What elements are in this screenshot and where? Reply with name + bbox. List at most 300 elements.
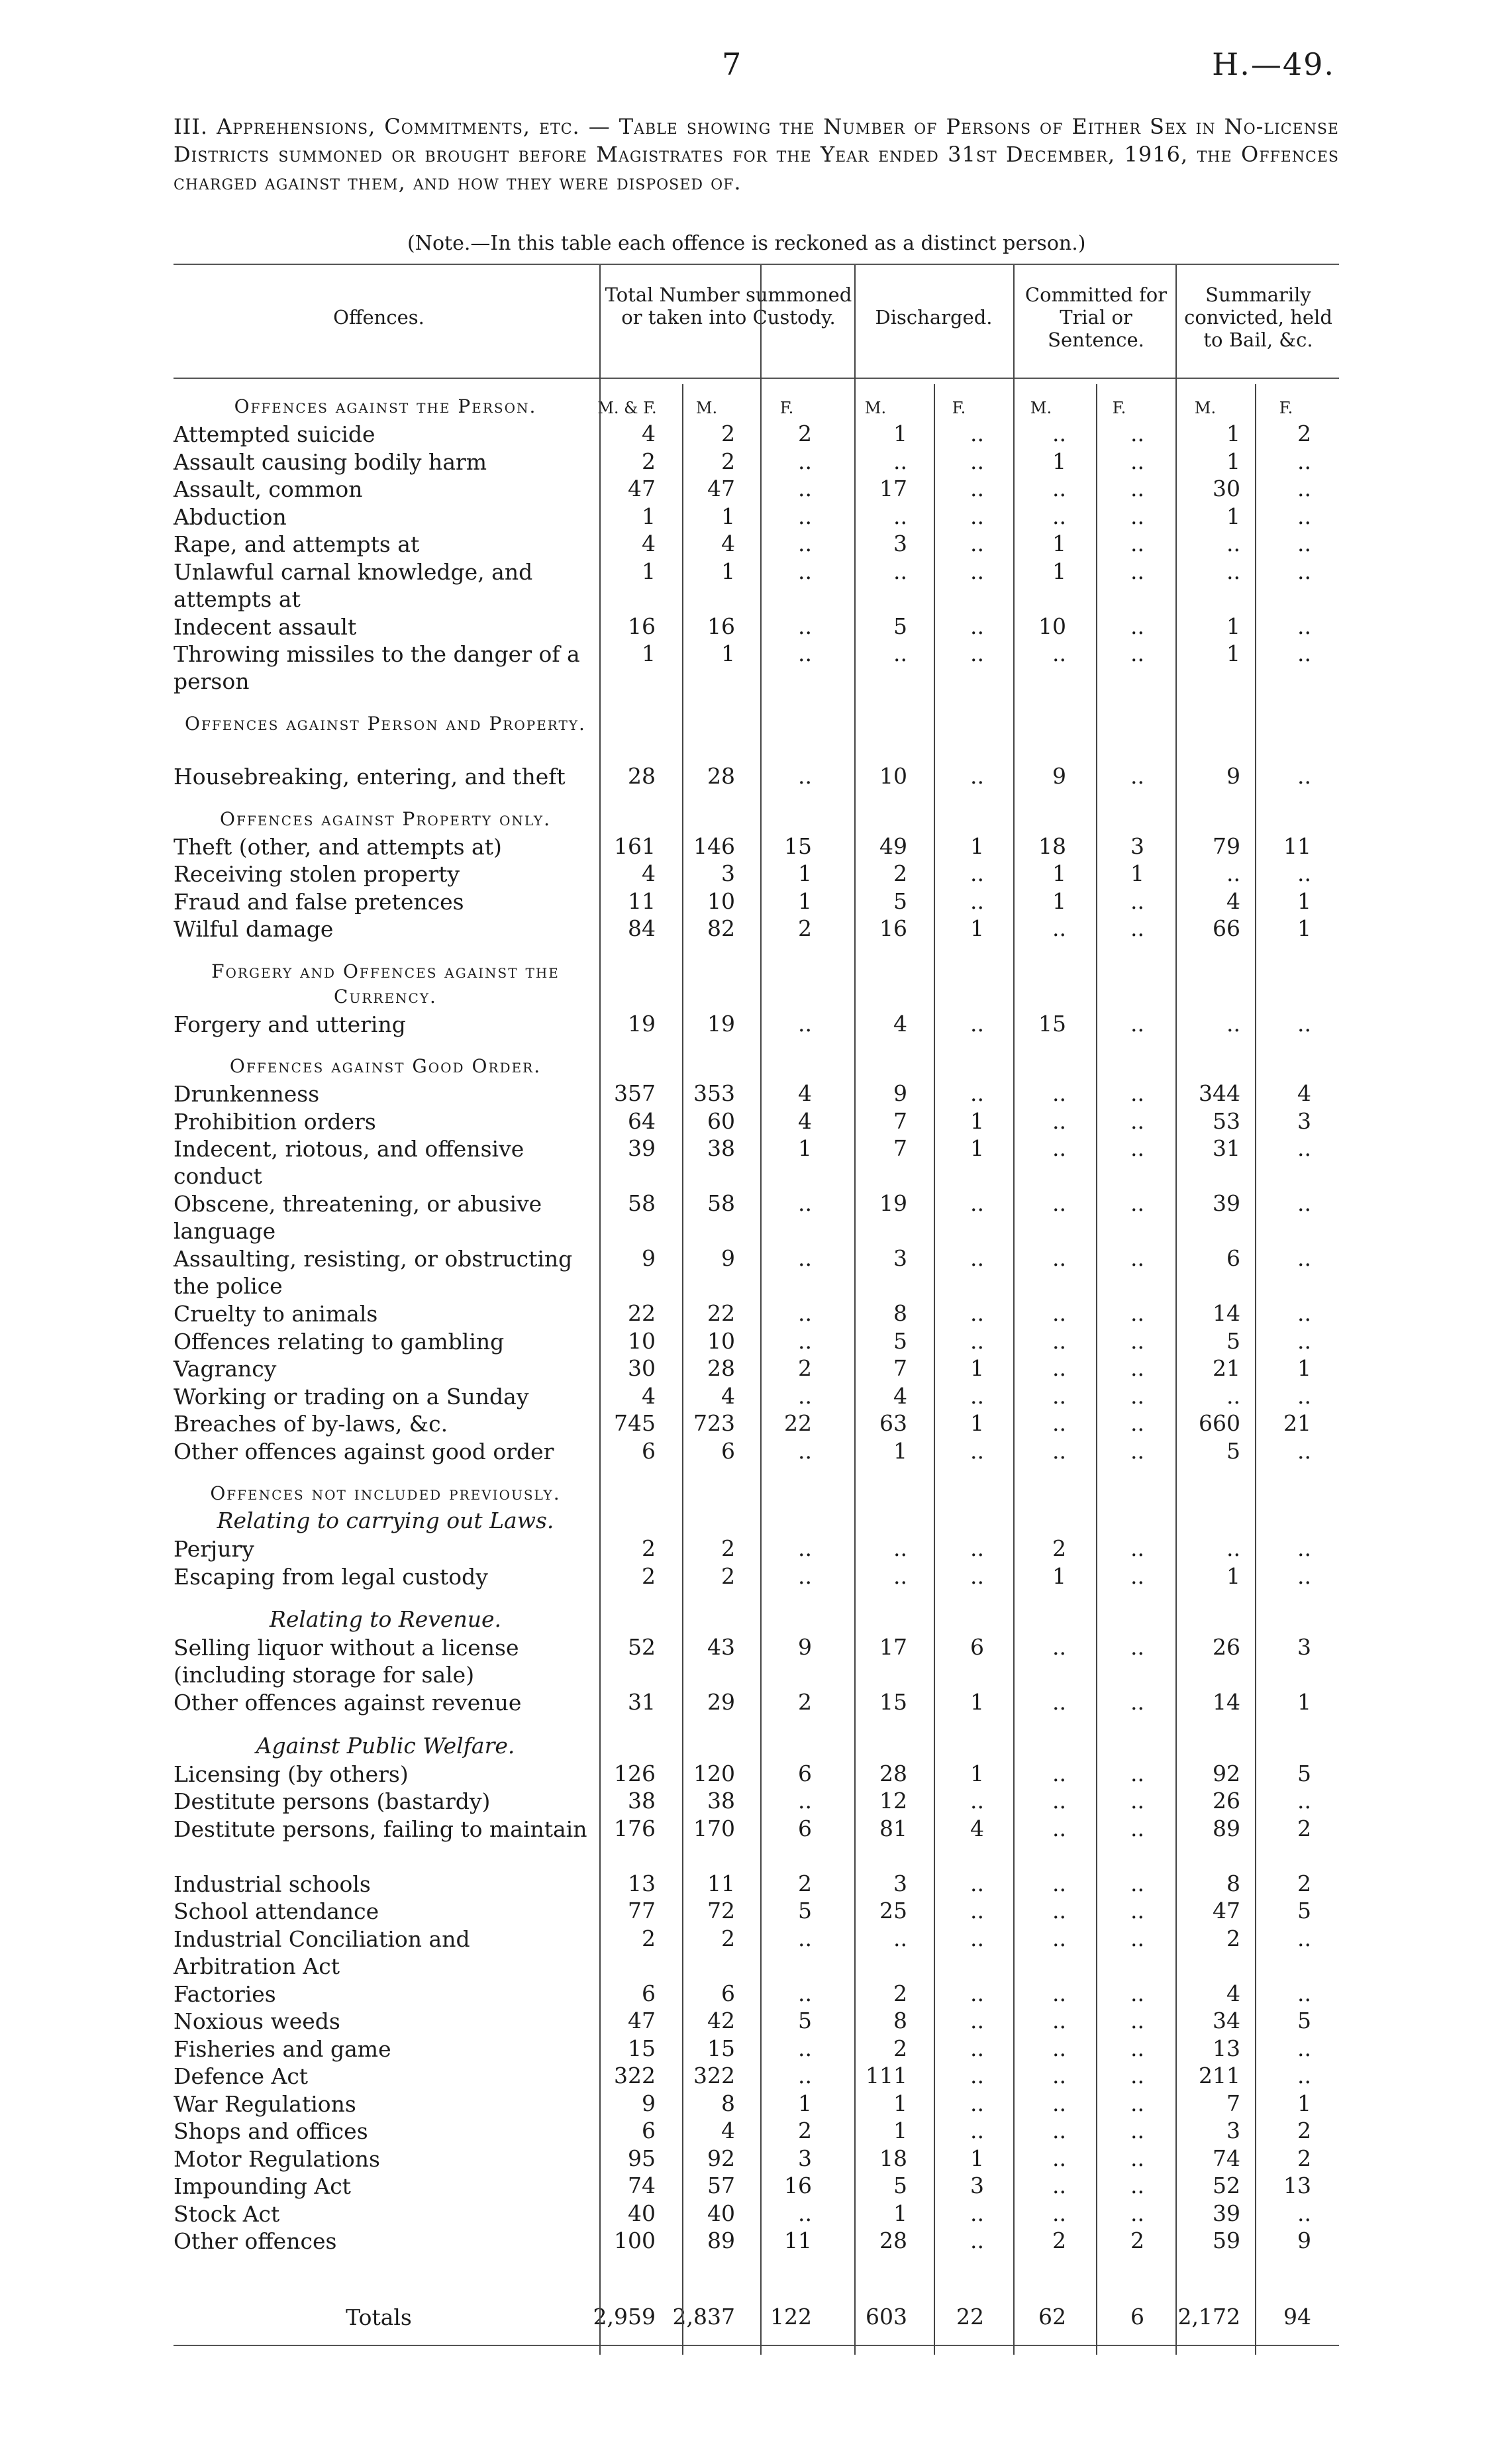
cell-value: ..: [1052, 1437, 1066, 1464]
cell-value: ..: [1052, 2008, 1066, 2033]
cell-value: 17: [879, 476, 907, 501]
cell-value: ..: [1226, 558, 1240, 584]
cell-value: 2: [721, 1925, 735, 1951]
column-divider: [599, 265, 601, 2355]
cell-value: ..: [1052, 1080, 1066, 1106]
cell-value: 31: [1213, 1135, 1240, 1161]
cell-value: 58: [707, 1190, 735, 1216]
cell-value: ..: [1297, 1925, 1311, 1951]
col-subheader: M.: [864, 399, 887, 417]
cell-value: ..: [798, 2035, 812, 2061]
cell-value: 2: [798, 1870, 812, 1896]
cell-value: ..: [1130, 1563, 1144, 1589]
cell-value: ..: [1297, 860, 1311, 886]
cell-value: ..: [1130, 476, 1144, 501]
cell-value: 63: [879, 1410, 907, 1436]
cell-value: 8: [893, 2008, 907, 2033]
cell-value: 21: [1213, 1355, 1240, 1381]
cell-value: ..: [798, 613, 812, 639]
cell-value: ..: [1130, 2090, 1144, 2116]
offence-label: Receiving stolen property: [174, 861, 460, 887]
cell-value: 15: [1038, 1010, 1066, 1037]
cell-value: 21: [1283, 1410, 1311, 1436]
cell-value: 47: [707, 476, 735, 501]
cell-value: 39: [1213, 1190, 1240, 1216]
cell-value: ..: [1130, 1010, 1144, 1037]
cell-value: ..: [1297, 1788, 1311, 1814]
cell-value: 74: [628, 2173, 656, 2198]
cell-value: 211: [1199, 2063, 1240, 2088]
cell-value: 5: [893, 1327, 907, 1354]
cell-value: 12: [879, 1788, 907, 1814]
cell-value: 2: [642, 448, 656, 474]
cell-value: ..: [970, 1190, 984, 1216]
header-top-rule: [174, 264, 1339, 265]
cell-value: 28: [707, 763, 735, 789]
cell-value: 126: [614, 1760, 656, 1786]
offence-label: Motor Regulations: [174, 2145, 380, 2172]
cell-value: 11: [707, 1870, 735, 1896]
cell-value: 6: [1226, 1245, 1240, 1271]
cell-value: ..: [1052, 2200, 1066, 2226]
table-heading: III. Apprehensions, Commitments, etc. — Table showing the Number of Persons of Either Sex in No-license Districts summoned or brought before Magistrates for the Year ended 31st December, 1916, the Offences charged against them, and how they were disposed of.: [174, 114, 1339, 195]
cell-value: 81: [879, 1815, 907, 1841]
cell-value: 9: [1226, 763, 1240, 789]
cell-value: ..: [970, 1080, 984, 1106]
cell-value: 13: [1213, 2035, 1240, 2061]
offence-label: School attendance: [174, 1898, 379, 1924]
subsection-title: Relating to carrying out Laws.: [217, 1508, 554, 1533]
cell-value: 79: [1213, 833, 1240, 859]
offence-label: Abduction: [174, 503, 287, 530]
cell-value: 11: [784, 2228, 812, 2253]
cell-value: 2: [721, 1563, 735, 1589]
offence-label: Other offences against good order: [174, 1438, 554, 1464]
col-subheader: F.: [952, 399, 966, 417]
cell-value: ..: [1130, 763, 1144, 789]
cell-value: ..: [1297, 1245, 1311, 1271]
cell-value: 16: [707, 613, 735, 639]
cell-value: ..: [798, 531, 812, 556]
cell-value: 25: [879, 1898, 907, 1924]
totals-rule: [174, 2345, 1339, 2346]
cell-value: 161: [614, 833, 656, 859]
cell-value: ..: [1297, 2063, 1311, 2088]
cell-value: 5: [893, 2173, 907, 2198]
cell-value: ..: [1226, 860, 1240, 886]
cell-value: ..: [1297, 763, 1311, 789]
cell-value: ..: [798, 1300, 812, 1326]
cell-value: 4: [893, 1010, 907, 1037]
cell-value: ..: [798, 1980, 812, 2006]
cell-value: 52: [1213, 2173, 1240, 2198]
cell-value: 322: [614, 2063, 656, 2088]
cell-value: 58: [628, 1190, 656, 1216]
section-title: Offences against Person and Property.: [185, 713, 586, 735]
cell-value: ..: [1130, 1382, 1144, 1409]
cell-value: 4: [1226, 1980, 1240, 2006]
column-divider: [760, 265, 762, 2355]
cell-value: 4: [642, 860, 656, 886]
cell-value: ..: [893, 503, 907, 529]
offence-label: Indecent assault: [174, 613, 357, 640]
cell-value: 1: [1052, 558, 1066, 584]
cell-value: ..: [1130, 1980, 1144, 2006]
cell-value: 5: [1297, 1760, 1311, 1786]
cell-value: ..: [893, 558, 907, 584]
cell-value: 22: [784, 1410, 812, 1436]
cell-value: 1: [970, 1689, 984, 1715]
cell-value: 22: [956, 2304, 984, 2330]
cell-value: ..: [1297, 1437, 1311, 1464]
cell-value: ..: [1297, 2200, 1311, 2226]
cell-value: 1: [1052, 448, 1066, 474]
cell-value: ..: [798, 1535, 812, 1561]
cell-value: 3: [970, 2173, 984, 2198]
cell-value: ..: [1297, 2035, 1311, 2061]
offence-label: Assault, common: [174, 476, 363, 502]
offence-label: Noxious weeds: [174, 2008, 340, 2034]
column-divider: [1096, 384, 1097, 2355]
column-divider: [854, 265, 856, 2355]
cell-value: 18: [879, 2145, 907, 2171]
cell-value: ..: [1297, 558, 1311, 584]
cell-value: 1: [798, 1135, 812, 1161]
column-divider: [1175, 265, 1177, 2355]
cell-value: 1: [970, 2145, 984, 2171]
column-divider: [1255, 384, 1256, 2355]
cell-value: ..: [1130, 1135, 1144, 1161]
cell-value: 15: [784, 833, 812, 859]
cell-value: 6: [642, 1437, 656, 1464]
offence-label: Assaulting, resisting, or obstructing the police: [174, 1246, 573, 1299]
cell-value: 6: [798, 1815, 812, 1841]
cell-value: 2: [1297, 2145, 1311, 2171]
cell-value: 2: [798, 915, 812, 941]
offence-label: Other offences: [174, 2228, 337, 2254]
section-title: Offences not included previously.: [210, 1482, 561, 1504]
cell-value: ..: [1130, 2118, 1144, 2143]
cell-value: 60: [707, 1107, 735, 1134]
cell-value: ..: [1297, 1563, 1311, 1589]
offence-label: Industrial schools: [174, 1871, 371, 1897]
cell-value: 1: [893, 2090, 907, 2116]
cell-value: 5: [1226, 1437, 1240, 1464]
cell-value: 2: [1297, 1870, 1311, 1896]
cell-value: 8: [1226, 1870, 1240, 1896]
cell-value: ..: [970, 2228, 984, 2253]
cell-value: 2: [1297, 1815, 1311, 1841]
cell-value: ..: [1130, 1788, 1144, 1814]
cell-value: 28: [707, 1355, 735, 1381]
cell-value: ..: [1130, 1760, 1144, 1786]
cell-value: 2: [798, 2118, 812, 2143]
cell-value: 8: [721, 2090, 735, 2116]
cell-value: 122: [770, 2304, 812, 2330]
cell-value: ..: [970, 531, 984, 556]
cell-value: ..: [1130, 1898, 1144, 1924]
offence-label: Housebreaking, entering, and theft: [174, 764, 566, 790]
cell-value: ..: [1130, 1355, 1144, 1381]
document-reference: H.—49.: [1212, 46, 1335, 82]
cell-value: 2: [1052, 1535, 1066, 1561]
cell-value: ..: [970, 1788, 984, 1814]
cell-value: 74: [1213, 2145, 1240, 2171]
cell-value: 1: [798, 860, 812, 886]
cell-value: 38: [628, 1788, 656, 1814]
cell-value: 17: [879, 1634, 907, 1660]
cell-value: ..: [1297, 476, 1311, 501]
cell-value: ..: [970, 1010, 984, 1037]
cell-value: 1: [1130, 860, 1144, 886]
cell-value: 16: [628, 613, 656, 639]
cell-value: 5: [893, 613, 907, 639]
cell-value: 39: [628, 1135, 656, 1161]
cell-value: 1: [970, 1107, 984, 1134]
cell-value: 9: [893, 1080, 907, 1106]
cell-value: 2: [798, 1689, 812, 1715]
cell-value: ..: [1052, 2035, 1066, 2061]
col-header-total: Total Number summoned or taken into Custody.: [605, 283, 852, 329]
cell-value: 4: [642, 1382, 656, 1409]
cell-value: ..: [798, 1327, 812, 1354]
col-subheader: F.: [1279, 399, 1293, 417]
cell-value: 745: [614, 1410, 656, 1436]
cell-value: 3: [798, 2145, 812, 2171]
cell-value: ..: [1130, 1410, 1144, 1436]
cell-value: 1: [970, 1355, 984, 1381]
offence-label: Breaches of by-laws, &c.: [174, 1411, 448, 1437]
cell-value: ..: [970, 448, 984, 474]
cell-value: ..: [1130, 1634, 1144, 1660]
cell-value: ..: [1052, 2063, 1066, 2088]
cell-value: 10: [707, 888, 735, 914]
cell-value: 14: [1213, 1689, 1240, 1715]
cell-value: ..: [798, 641, 812, 666]
cell-value: 9: [798, 1634, 812, 1660]
cell-value: ..: [1052, 1925, 1066, 1951]
col-subheader: F.: [779, 399, 794, 417]
cell-value: 19: [879, 1190, 907, 1216]
cell-value: 2: [642, 1535, 656, 1561]
cell-value: 1: [1226, 448, 1240, 474]
cell-value: ..: [970, 763, 984, 789]
cell-value: 1: [970, 1410, 984, 1436]
cell-value: ..: [970, 1382, 984, 1409]
cell-value: 9: [642, 1245, 656, 1271]
cell-value: ..: [970, 421, 984, 446]
cell-value: ..: [1052, 641, 1066, 666]
cell-value: 7: [893, 1135, 907, 1161]
cell-value: 30: [628, 1355, 656, 1381]
cell-value: 353: [693, 1080, 735, 1106]
cell-value: ..: [970, 2063, 984, 2088]
cell-value: 64: [628, 1107, 656, 1134]
subsection-title: Against Public Welfare.: [256, 1732, 515, 1759]
offence-label: Licensing (by others): [174, 1761, 409, 1787]
cell-value: 15: [707, 2035, 735, 2061]
cell-value: 10: [1038, 613, 1066, 639]
cell-value: 1: [642, 558, 656, 584]
cell-value: ..: [970, 476, 984, 501]
cell-value: 357: [614, 1080, 656, 1106]
cell-value: 11: [1283, 833, 1311, 859]
cell-value: 2: [893, 2035, 907, 2061]
cell-value: ..: [1130, 1925, 1144, 1951]
cell-value: ..: [970, 641, 984, 666]
cell-value: 15: [879, 1689, 907, 1715]
cell-value: 4: [1297, 1080, 1311, 1106]
cell-value: ..: [1226, 1010, 1240, 1037]
cell-value: ..: [1297, 448, 1311, 474]
cell-value: ..: [1130, 2173, 1144, 2198]
cell-value: 603: [866, 2304, 907, 2330]
offence-label: Factories: [174, 1980, 276, 2007]
col-subheader: F.: [1112, 399, 1126, 417]
offence-label: War Regulations: [174, 2090, 356, 2117]
cell-value: ..: [1130, 2063, 1144, 2088]
cell-value: 6: [642, 1980, 656, 2006]
offence-label: Throwing missiles to the danger of a person: [174, 641, 580, 694]
cell-value: ..: [798, 1788, 812, 1814]
col-subheader: M.: [1030, 399, 1052, 417]
cell-value: 4: [642, 421, 656, 446]
offence-label: Fraud and false pretences: [174, 888, 464, 915]
cell-value: 13: [628, 1870, 656, 1896]
cell-value: 1: [798, 888, 812, 914]
offence-label: Vagrancy: [174, 1356, 277, 1382]
cell-value: 2: [798, 421, 812, 446]
cell-value: ..: [970, 1563, 984, 1589]
cell-value: 6: [798, 1760, 812, 1786]
cell-value: 9: [721, 1245, 735, 1271]
cell-value: ..: [1130, 1327, 1144, 1354]
cell-value: 10: [707, 1327, 735, 1354]
cell-value: ..: [1130, 1437, 1144, 1464]
section-title: Offences against Good Order.: [229, 1055, 542, 1077]
cell-value: 77: [628, 1898, 656, 1924]
cell-value: 5: [798, 2008, 812, 2033]
cell-value: ..: [1052, 1190, 1066, 1216]
offence-label: Assault causing bodily harm: [174, 448, 487, 475]
cell-value: 4: [893, 1382, 907, 1409]
table-note: (Note.—In this table each offence is reckoned as a distinct person.): [407, 232, 1086, 255]
cell-value: 18: [1038, 833, 1066, 859]
cell-value: ..: [1130, 1535, 1144, 1561]
cell-value: 1: [798, 2090, 812, 2116]
cell-value: 1: [1052, 1563, 1066, 1589]
cell-value: 120: [693, 1760, 735, 1786]
cell-value: 2: [721, 1535, 735, 1561]
offence-label: Offences relating to gambling: [174, 1328, 505, 1355]
cell-value: 4: [970, 1815, 984, 1841]
cell-value: 66: [1213, 915, 1240, 941]
cell-value: 9: [1297, 2228, 1311, 2253]
cell-value: 5: [1226, 1327, 1240, 1354]
cell-value: 100: [614, 2228, 656, 2253]
cell-value: 1: [893, 2118, 907, 2143]
cell-value: ..: [970, 860, 984, 886]
cell-value: 3: [1130, 833, 1144, 859]
cell-value: ..: [1226, 1535, 1240, 1561]
cell-value: ..: [893, 641, 907, 666]
header-bottom-rule: [174, 378, 1339, 379]
offence-label: Drunkenness: [174, 1081, 320, 1107]
cell-value: ..: [1052, 1760, 1066, 1786]
cell-value: 92: [1213, 1760, 1240, 1786]
cell-value: 40: [707, 2200, 735, 2226]
cell-value: 8: [893, 1300, 907, 1326]
cell-value: 4: [721, 531, 735, 556]
cell-value: ..: [970, 503, 984, 529]
cell-value: ..: [970, 888, 984, 914]
offence-label: Destitute persons (bastardy): [174, 1788, 491, 1814]
cell-value: 22: [628, 1300, 656, 1326]
cell-value: 6: [970, 1634, 984, 1660]
cell-value: 42: [707, 2008, 735, 2033]
cell-value: ..: [1130, 1190, 1144, 1216]
cell-value: ..: [1052, 1107, 1066, 1134]
cell-value: 660: [1199, 1410, 1240, 1436]
offence-label: Other offences against revenue: [174, 1690, 522, 1716]
cell-value: 94: [1283, 2304, 1311, 2330]
cell-value: ..: [1130, 1870, 1144, 1896]
cell-value: 2,959: [593, 2304, 656, 2330]
cell-value: 2: [1297, 2118, 1311, 2143]
cell-value: ..: [1226, 531, 1240, 556]
cell-value: 322: [693, 2063, 735, 2088]
cell-value: ..: [1052, 1634, 1066, 1660]
cell-value: 59: [1213, 2228, 1240, 2253]
cell-value: ..: [970, 1327, 984, 1354]
cell-value: ..: [1130, 1815, 1144, 1841]
cell-value: 3: [721, 860, 735, 886]
cell-value: ..: [1130, 1689, 1144, 1715]
section-title: Forgery and Offences against the Currency.: [211, 960, 560, 1007]
cell-value: 3: [893, 1245, 907, 1271]
offence-label: Selling liquor without a license (including storage for sale): [174, 1635, 519, 1688]
cell-value: ..: [798, 476, 812, 501]
cell-value: 10: [628, 1327, 656, 1354]
offence-label: Rape, and attempts at: [174, 531, 420, 557]
cell-value: ..: [1130, 1245, 1144, 1271]
cell-value: 49: [879, 833, 907, 859]
cell-value: ..: [1130, 448, 1144, 474]
offence-label: Totals: [346, 2304, 412, 2330]
cell-value: 14: [1213, 1300, 1240, 1326]
cell-value: 5: [893, 888, 907, 914]
cell-value: 1: [1297, 915, 1311, 941]
cell-value: ..: [1130, 1107, 1144, 1134]
cell-value: ..: [970, 2008, 984, 2033]
cell-value: 2: [798, 1355, 812, 1381]
cell-value: ..: [1297, 1135, 1311, 1161]
cell-value: ..: [1130, 531, 1144, 556]
cell-value: ..: [1297, 531, 1311, 556]
cell-value: 26: [1213, 1788, 1240, 1814]
cell-value: 1: [721, 641, 735, 666]
cell-value: 16: [879, 915, 907, 941]
cell-value: 47: [628, 476, 656, 501]
cell-value: 2: [1226, 1925, 1240, 1951]
cell-value: 28: [628, 763, 656, 789]
cell-value: 5: [798, 1898, 812, 1924]
cell-value: 52: [628, 1634, 656, 1660]
cell-value: 2,172: [1177, 2304, 1240, 2330]
cell-value: 4: [798, 1107, 812, 1134]
cell-value: ..: [1052, 2090, 1066, 2116]
cell-value: 2: [642, 1925, 656, 1951]
